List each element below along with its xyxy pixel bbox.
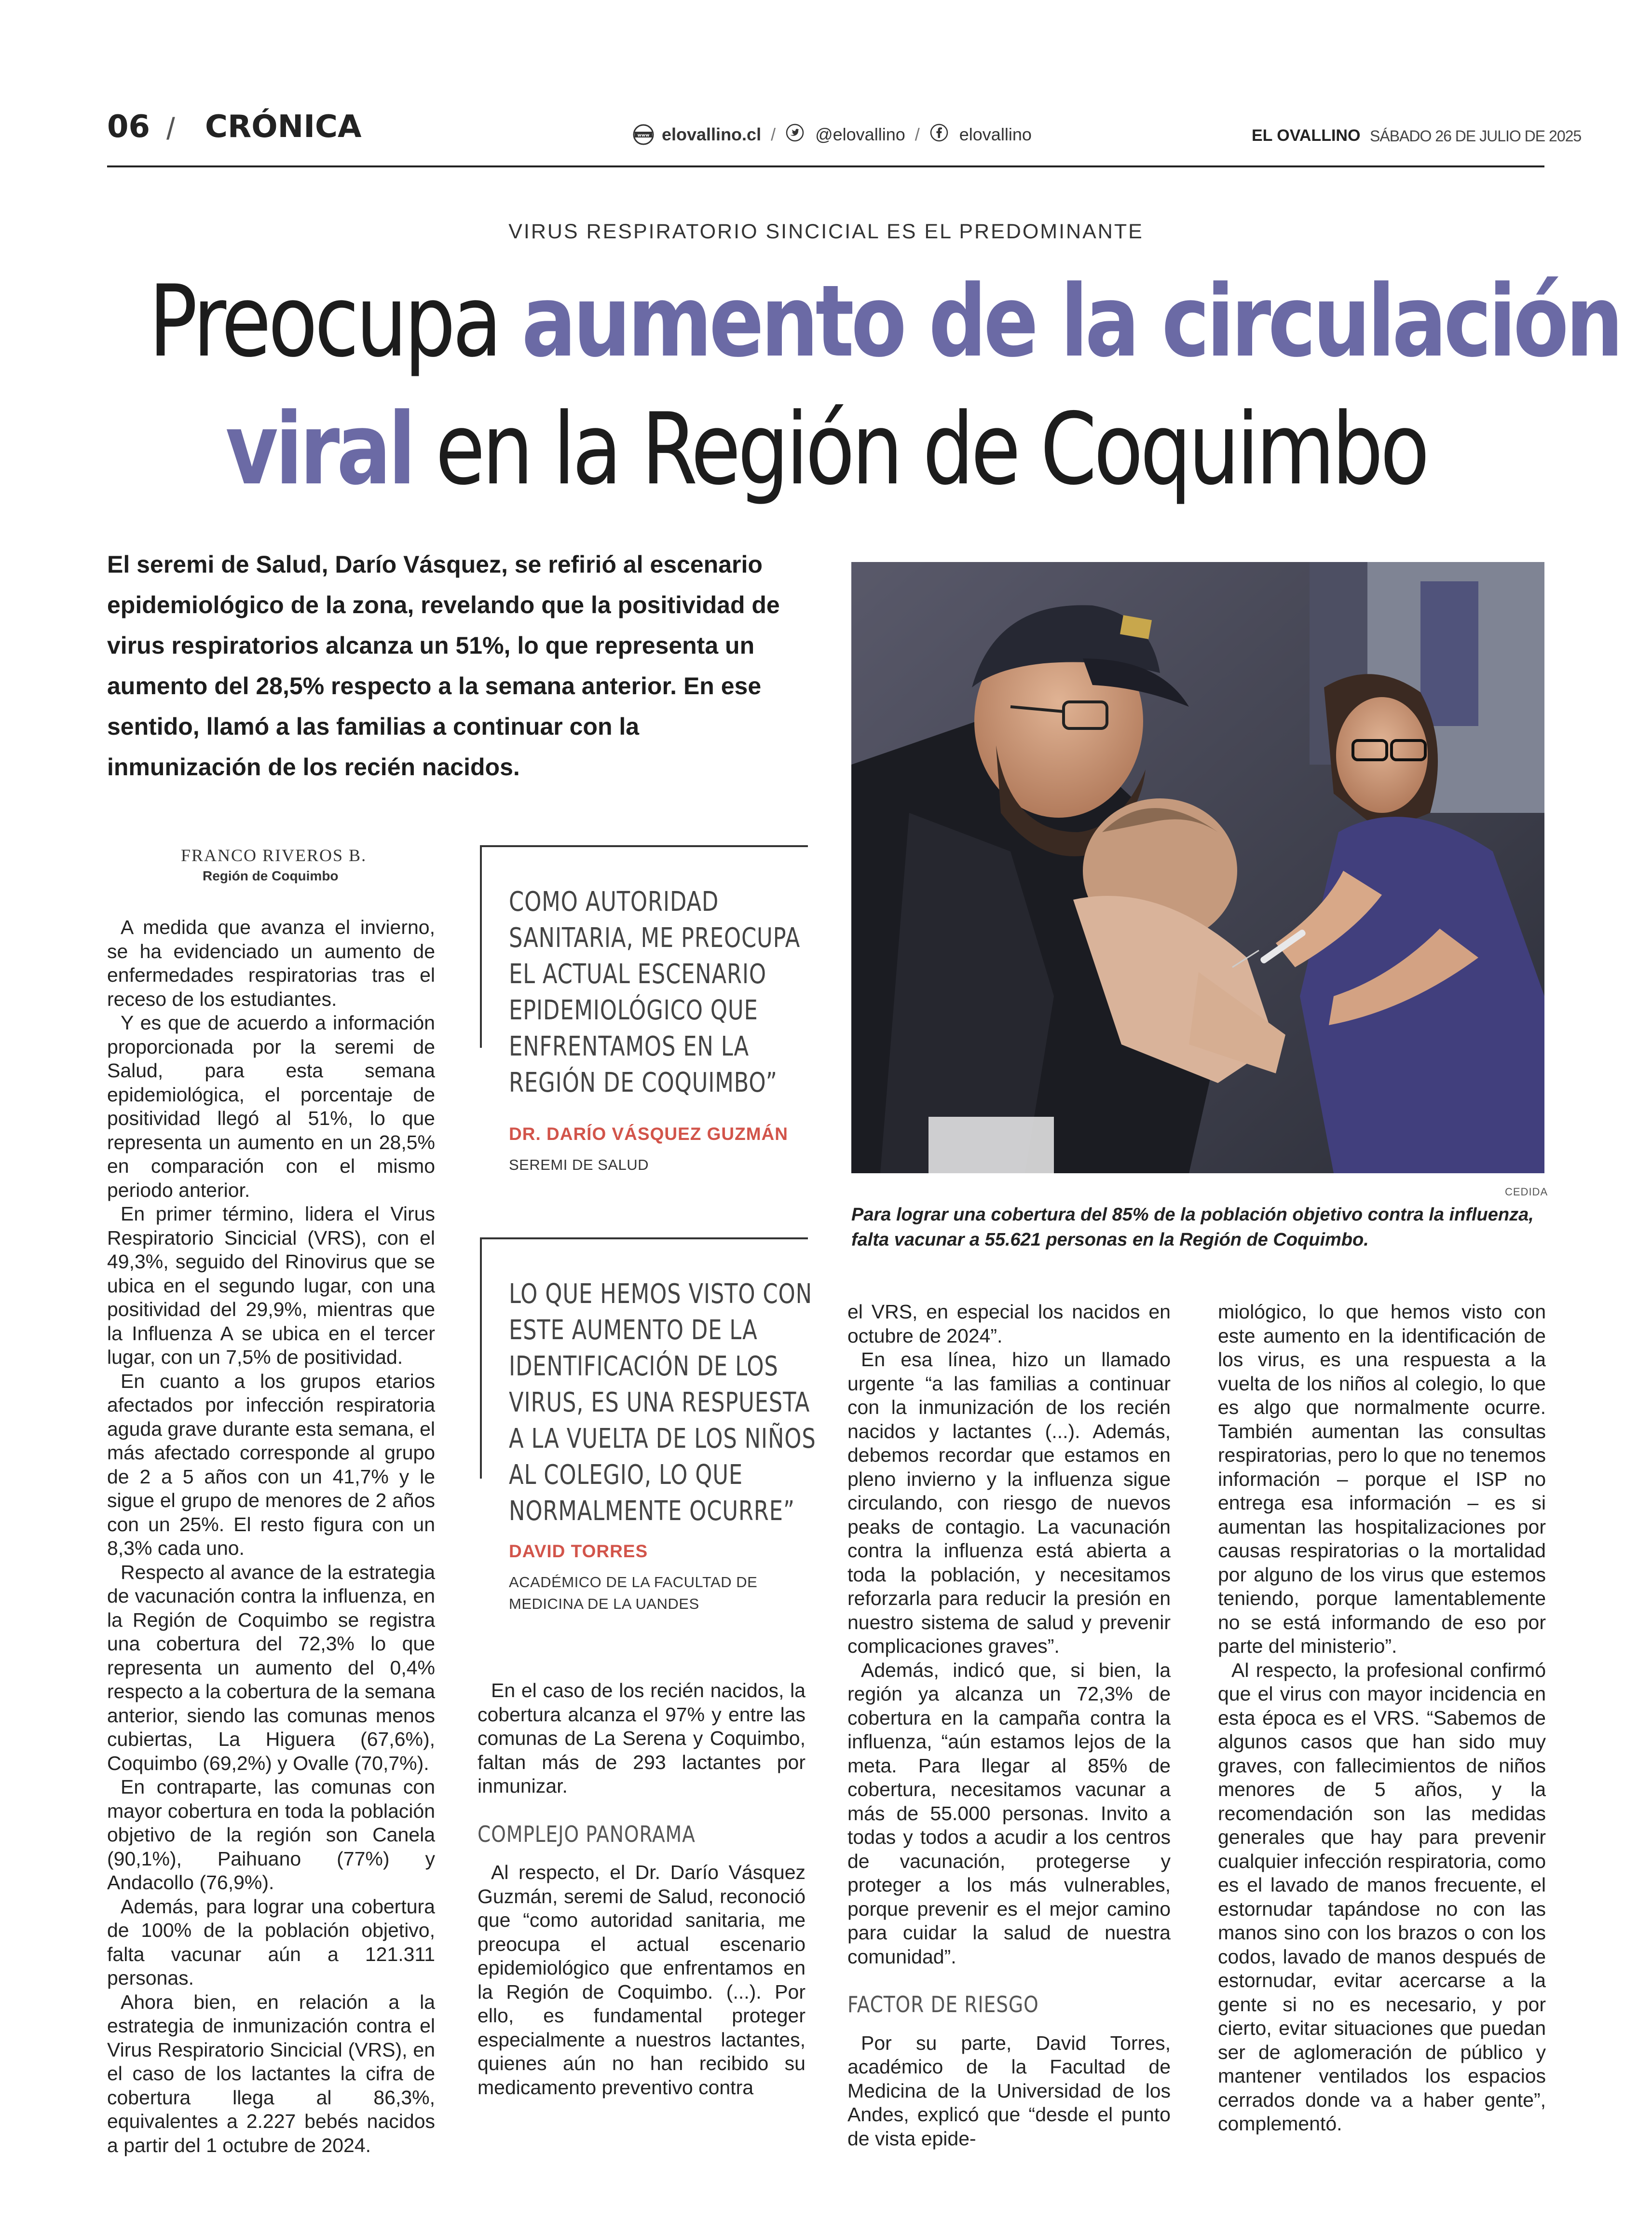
quote-author: DR. DARÍO VÁSQUEZ GUZMÁN [509,1124,788,1144]
social-links [632,123,1032,146]
article-lead: El seremi de Salud, Darío Vásquez, se refirió al escenario epidemiológico de la zona, revelando que la positividad de virus respiratorios alcanza un 51%, lo que representa un aumento del 28,5% respecto a la semana anterior. En ese sentido, llamó a las familias a continuar con la inmunización de los recién nacidos. [107,551,780,781]
paragraph: En contraparte, las comunas con mayor cobertura en toda la población objetivo de la región son Canela (90,1%), Paihuano (77%) y Andacollo (76,9%). [107,1776,435,1893]
globe-icon [632,123,655,146]
article-title-line-2 [149,392,1503,507]
quote-text: COMO AUTORIDAD SANITARIA, ME PREOCUPA EL ACTUAL ESCENARIO EPIDEMIOLÓGICO QUE ENFRENTAMOS EN LA REGIÓN DE COQUIMBO” [509,886,801,1098]
quote-text: LO QUE HEMOS VISTO CON ESTE AUMENTO DE LA IDENTIFICACIÓN DE LOS VIRUS, ES UNA RESPUESTA A LA VUELTA DE LOS NIÑOS AL COLEGIO, LO QUE NORMALMENTE OCURRE” [509,1278,816,1527]
twitter-handle[interactable]: @elovallino [815,124,905,144]
paragraph: Respecto al avance de la estrategia de vacunación contra la influenza, en la Región de Coquimbo se registra una cobertura del 72,3% lo que representa un aumento del 0,4% respecto a la cobertura de la semana anterior, siendo las comunas menos cubiertas, La Higuera (67,6%), Coquimbo (69,2%) y Ovalle (70,7%). [107,1561,435,1774]
page-number: 06 [107,109,150,145]
title-highlight: aumento de la circulación [521,264,1621,379]
issue-date: SÁBADO 26 DE JULIO DE 2025 [1370,127,1582,145]
photo-credit: CEDIDA [1505,1186,1548,1198]
social-separator: / [915,124,920,144]
title-regular: en la Región de Coquimbo [412,392,1427,507]
paragraph: Además, indicó que, si bien, la región ya alcanza un 72,3% de cobertura en la campaña contra la influenza, “aún estamos lejos de la meta. Para llegar al 85% de cobertura, necesitamos vacunar a más de 55.000 personas. Invito a todas y todos a acudir a los centros de vacunación, protegerse y proteger a los más vulnerables, porque prevenir es el mejor camino para cuidar la salud de nuestra comunidad”. [847,1659,1171,1968]
paragraph: Además, para lograr una cobertura de 100% de la población objetivo, falta vacunar aún a 121.311 personas. [107,1895,435,1989]
article-photo [851,562,1544,1173]
quote-rule [480,845,808,847]
title-highlight: viral [225,392,413,507]
paragraph: En el caso de los recién nacidos, la cobertura alcanza el 97% y entre las comunas de La Serena y Coquimbo, faltan más de 293 lactantes por inmunizar. [478,1679,806,1797]
website-link[interactable]: elovallino.cl [662,124,762,144]
byline-location: Región de Coquimbo [203,868,339,883]
body-column-1 [107,916,435,2157]
social-separator: / [771,124,776,144]
paragraph: En primer término, lidera el Virus Respiratorio Sincicial (VRS), con el 49,3%, seguido del Rinovirus que se ubica en el segundo lugar, con una positividad del 29,9%, mientras que la Influenza A se ubica en el tercer lugar, con un 7,5% de positividad. [107,1203,435,1368]
paragraph: el VRS, en especial los nacidos en octubre de 2024”. [847,1301,1171,1347]
paragraph: miológico, lo que hemos visto con este aumento en la identificación de los virus, es una respuesta a la vuelta de los niños al colegio, lo que es algo que normalmente ocurre. También aumentan las consultas respiratorias, pero lo que no tenemos información – porque el ISP no entrega esa información – es si aumentan las hospitalizaciones por causas respiratorias o la mortalidad por alguno de los virus que estemos teniendo, porque lamentablemente no se está informando de eso por parte del ministerio”. [1218,1301,1546,1657]
facebook-icon [929,123,953,146]
svg-text:www: www [637,133,650,138]
pull-quote-1 [480,845,808,1183]
header-separator: / [166,111,175,146]
body-column-3 [847,1300,1171,2151]
paragraph: Y es que de acuerdo a información proporcionada por la seremi de Salud, para esta semana epidemiológica, el porcentaje de positividad llegó al 51%, lo que representa un aumento en un 28,5% en comparación con el mismo periodo anterior. [107,1012,435,1201]
quote-author: DAVID TORRES [509,1541,648,1561]
paragraph: Al respecto, el Dr. Darío Vásquez Guzmán, seremi de Salud, reconoció que “como autoridad sanitaria, me preocupa el actual escenario epidemiológico que enfrentamos en la Región de Coquimbo. (...). Por ello, es fundamental proteger especialmente a nuestros lactantes, quienes aún no han recibido su medicamento preventivo contra [478,1861,806,2099]
article-kicker: VIRUS RESPIRATORIO SINCICIAL ES EL PREDOMINANTE [508,220,1144,243]
twitter-icon [785,123,808,146]
byline-author: FRANCO RIVEROS B. [181,846,367,865]
paragraph: Al respecto, la profesional confirmó que el virus con mayor incidencia en esta época es el VRS. “Sabemos de algunos casos que han sido muy graves, con fallecimientos de niños menores de 5 años, y la recomendación son las medidas generales que hay para prevenir cualquier infección respiratoria, como es el lavado de manos frecuente, el estornudar tapándose no con las manos sino con los brazos o con los codos, lavado de manos después de estornudar, evitar acercarse a la gente si no es necesario, y por cierto, evitar situaciones que puedan ser de aglomeración de público y mantener ventilados los espacios cerrados donde va a haber gente”, complementó. [1218,1659,1546,2135]
pull-quote-2 [480,1237,816,1633]
quote-rule [480,1237,808,1239]
body-column-2 [478,1679,806,2099]
header-rule [107,165,1544,167]
subheading: COMPLEJO PANORAMA [478,1821,696,1847]
quote-role: ACADÉMICO DE LA FACULTAD DE MEDICINA DE LA UANDES [509,1574,758,1612]
paragraph: Ahora bien, en relación a la estrategia de inmunización contra el Virus Respiratorio Sincicial (VRS), en el caso de los lactantes la cifra de cobertura llega al 86,3%, equivalentes a 2.227 bebés nacidos a partir del 1 octubre de 2024. [107,1990,435,2156]
section-name: CRÓNICA [205,109,362,145]
quote-rule [480,845,482,1048]
paragraph: A medida que avanza el invierno, se ha evidenciado un aumento de enfermedades respiratorias tras el receso de los estudiantes. [107,916,435,1010]
title-regular: Preocupa [149,264,522,379]
photo-caption: Para lograr una cobertura del 85% de la población objetivo contra la influenza, falta vacunar a 55.621 personas en la Región de Coquimbo. [851,1205,1534,1250]
paragraph: Por su parte, David Torres, académico de la Facultad de Medicina de la Universidad de los Andes, explicó que “desde el punto de vista epide- [847,2031,1171,2150]
subheading: FACTOR DE RIESGO [847,1991,1039,2017]
body-column-4 [1218,1300,1546,2136]
paragraph: En cuanto a los grupos etarios afectados por infección respiratoria aguda grave durante esta semana, el más afectado corresponde al grupo de 2 a 5 años con un 41,7% y le sigue el grupo de menores de 2 años con un 25%. El resto figura con un 8,3% cada uno. [107,1370,435,1559]
quote-role: SEREMI DE SALUD [509,1156,649,1173]
quote-rule [480,1237,482,1479]
newspaper-brand: EL OVALLINO [1252,126,1361,145]
paragraph: En esa línea, hizo un llamado urgente “a las familias a continuar con la inmunización de los recién nacidos y lactantes (...). Además, debemos recordar que estamos en pleno invierno y la influenza sigue circulando, con riesgo de nuevos peaks de contagio. La vacunación contra la influenza está abierta a toda la población, y necesitamos reforzarla para reducir la presión en nuestro sistema de salud y prevenir complicaciones graves”. [847,1348,1171,1657]
article-title-line-1 [149,264,1621,379]
facebook-handle[interactable]: elovallino [959,124,1032,144]
